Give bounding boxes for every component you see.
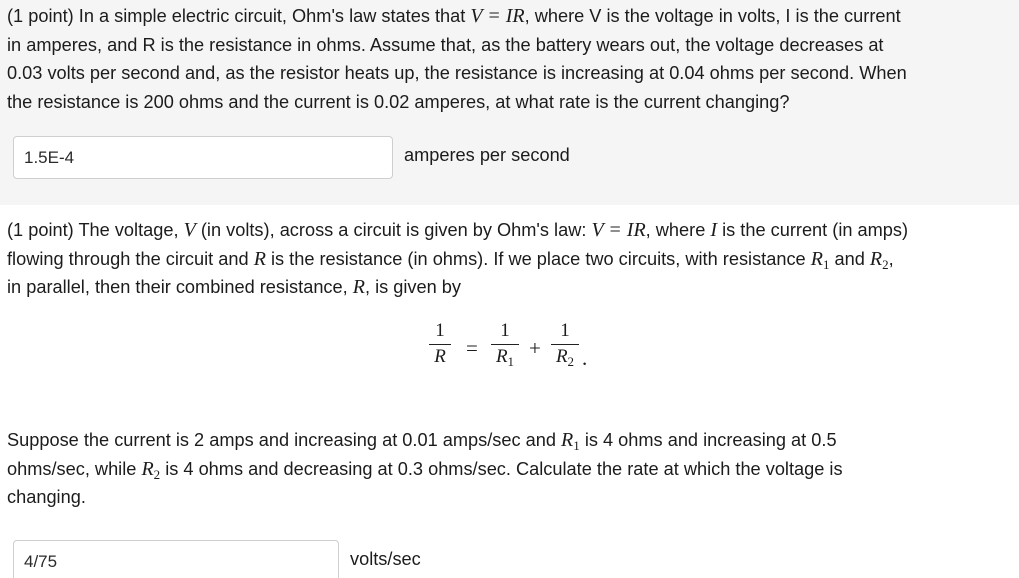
problem-1-text-segment: , where V is the voltage in volts, I is the current: [524, 6, 901, 26]
problem-1-answer-input[interactable]: [13, 136, 393, 179]
denominator: [550, 345, 580, 374]
r1-fraction: [490, 320, 520, 374]
problem-1-line-1: [7, 2, 1017, 31]
parallel-resistance-formula: [428, 320, 608, 382]
problem-1-text-segment: (1 point) In a simple electric circuit, Ohm's law states that: [7, 6, 471, 26]
problem-2-line-2: [7, 245, 1017, 274]
question-line-1: [7, 426, 1017, 455]
ohms-law-formula: V = IR: [470, 5, 525, 27]
text-segment: in parallel, then their combined resistance,: [7, 277, 353, 298]
text-segment: , is given by: [364, 277, 462, 298]
numerator: 1: [500, 320, 510, 341]
math-R: R: [352, 276, 365, 299]
text-segment: flowing through the circuit and: [7, 248, 254, 269]
problem-2-intro: [7, 216, 1017, 302]
formula-period: .: [582, 346, 588, 370]
problem-2-answer-input[interactable]: [13, 540, 339, 578]
plus-sign: +: [529, 336, 541, 360]
ohms-law-formula: V = IR: [591, 219, 646, 241]
question-line-3: changing.: [7, 487, 86, 508]
problem-1-answer-unit: amperes per second: [404, 145, 570, 165]
text-segment: (1 point) The voltage,: [7, 220, 184, 240]
problem-1-line-2: in amperes, and R is the resistance in ohms. Assume that, as the battery wears out, the voltage decreases at: [7, 34, 884, 55]
subscript: 2: [567, 354, 575, 369]
math-R1: R: [810, 247, 823, 270]
subscript: 1: [507, 354, 515, 369]
subscript: 1: [822, 256, 830, 272]
math-R: R: [495, 346, 508, 367]
math-R: R: [434, 346, 446, 367]
math-R1: R: [561, 429, 574, 451]
text-segment: (in volts), across a circuit is given by Ohm's law:: [195, 220, 592, 240]
problem-1-line-3: 0.03 volts per second and, as the resistor heats up, the resistance is increasing at 0.04 ohms per second. When: [7, 63, 907, 84]
math-V: V: [183, 219, 196, 241]
equals-sign: =: [466, 336, 478, 360]
subscript: 2: [882, 256, 889, 272]
problem-2-answer-unit: volts/sec: [350, 549, 421, 569]
text-segment: , where: [645, 220, 711, 240]
text-segment: and: [829, 248, 870, 269]
text-segment: is the resistance (in ohms). If we place two circuits, with resistance: [265, 248, 811, 269]
problem-2-line-1: [7, 216, 1017, 245]
math-R: R: [555, 346, 568, 367]
r2-fraction: [550, 320, 580, 374]
text-segment: ,: [888, 248, 894, 269]
problem-2-question: [7, 426, 1017, 512]
math-R2: R: [141, 457, 154, 480]
problem-1-panel: [0, 0, 1019, 205]
text-segment: is the current (in amps): [717, 220, 909, 240]
denominator: [428, 345, 452, 369]
denominator: [490, 345, 520, 374]
problem-1-line-4: the resistance is 200 ohms and the current is 0.02 amperes, at what rate is the current changing?: [7, 92, 790, 113]
subscript: 1: [573, 438, 580, 453]
text-segment: ohms/sec, while: [7, 458, 142, 479]
math-R: R: [253, 247, 266, 270]
text-segment: is 4 ohms and decreasing at 0.3 ohms/sec. Calculate the rate at which the voltage is: [160, 458, 843, 479]
numerator: 1: [560, 320, 570, 341]
math-I: I: [710, 219, 718, 241]
numerator: 1: [435, 320, 445, 341]
problem-1-text: [7, 2, 1017, 117]
text-segment: is 4 ohms and increasing at 0.5: [579, 430, 837, 450]
question-line-2: [7, 455, 1017, 484]
math-R2: R: [869, 247, 883, 270]
lhs-fraction: [428, 320, 452, 369]
problem-2-line-3: [7, 273, 1017, 302]
subscript: 2: [153, 466, 161, 482]
text-segment: Suppose the current is 2 amps and increasing at 0.01 amps/sec and: [7, 430, 562, 450]
